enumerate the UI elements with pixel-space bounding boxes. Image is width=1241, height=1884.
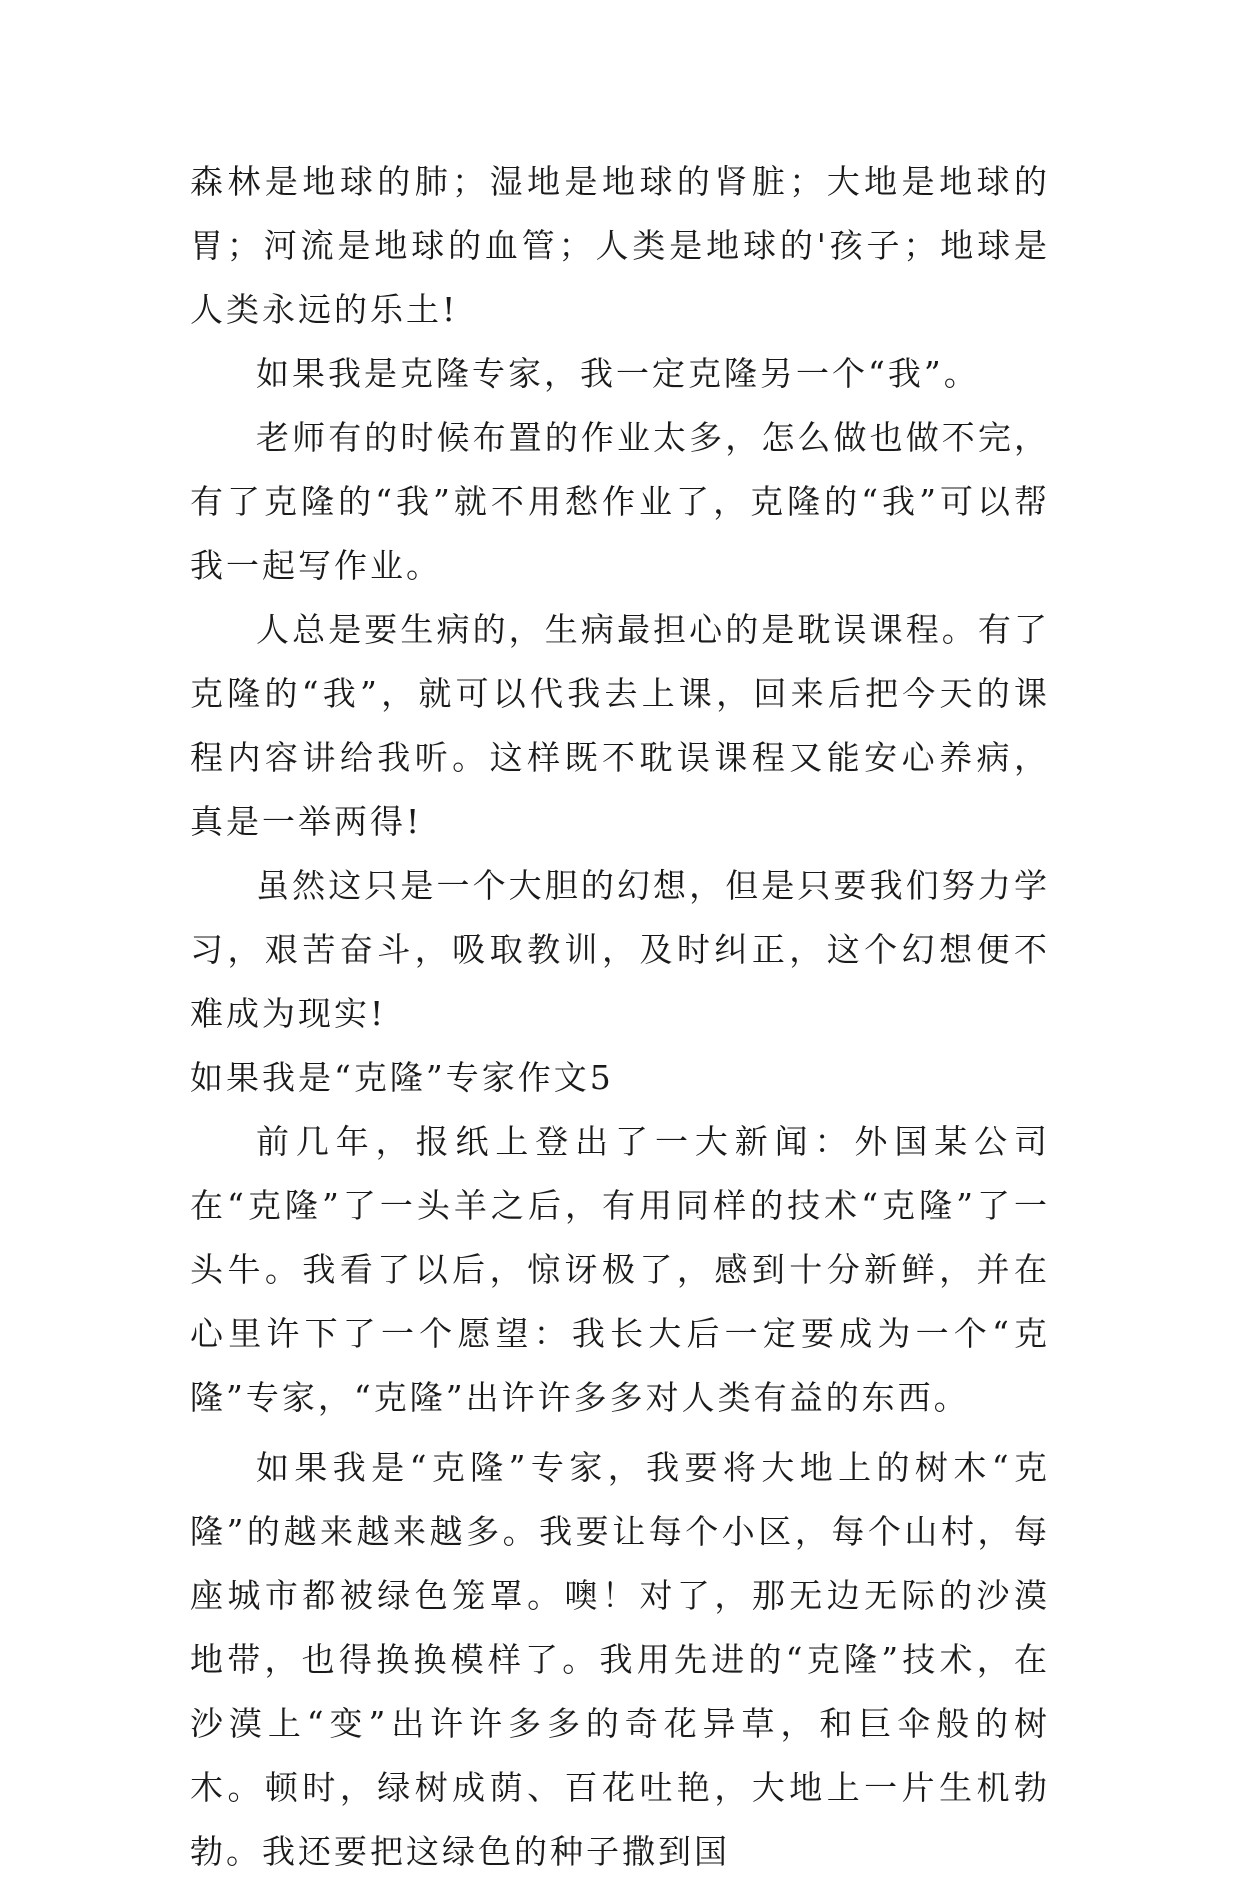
document-body	[190, 150, 1050, 1884]
paragraph-5: 虽然这只是一个大胆的幻想，但是只要我们努力学习，艰苦奋斗，吸取教训，及时纠正，这个幻想便不难成为现实!	[190, 866, 1050, 1033]
section-heading: 如果我是“克隆”专家作文5	[190, 1058, 614, 1097]
paragraph-4: 人总是要生病的，生病最担心的是耽误课程。有了克隆的“我”，就可以代我去上课，回来后把今天的课程内容讲给我听。这样既不耽误课程又能安心养病，真是一举两得!	[190, 610, 1050, 841]
paragraph-1: 森林是地球的肺；湿地是地球的肾脏；大地是地球的胃；河流是地球的血管；人类是地球的'孩子；地球是人类永远的乐土!	[190, 162, 1050, 329]
paragraph-7: 前几年，报纸上登出了一大新闻：外国某公司在“克隆”了一头羊之后，有用同样的技术“克隆”了一头牛。我看了以后，惊讶极了，感到十分新鲜，并在心里许下了一个愿望：我长大后一定要成为一个“克隆”专家，“克隆”出许许多多对人类有益的东西。	[190, 1122, 1050, 1417]
paragraph-2: 如果我是克隆专家，我一定克隆另一个“我”。	[256, 354, 980, 393]
paragraph-3: 老师有的时候布置的作业太多，怎么做也做不完，有了克隆的“我”就不用愁作业了，克隆的“我”可以帮我一起写作业。	[190, 418, 1050, 585]
paragraph-8: 如果我是“克隆”专家，我要将大地上的树木“克隆”的越来越来越多。我要让每个小区，每个山村，每座城市都被绿色笼罩。噢！对了，那无边无际的沙漠地带，也得换换模样了。我用先进的“克隆”技术，在沙漠上“变”出许许多多的奇花异草，和巨伞般的树木。顿时，绿树成荫、百花吐艳，大地上一片生机勃勃。我还要把这绿色的种子撒到国	[190, 1448, 1050, 1871]
